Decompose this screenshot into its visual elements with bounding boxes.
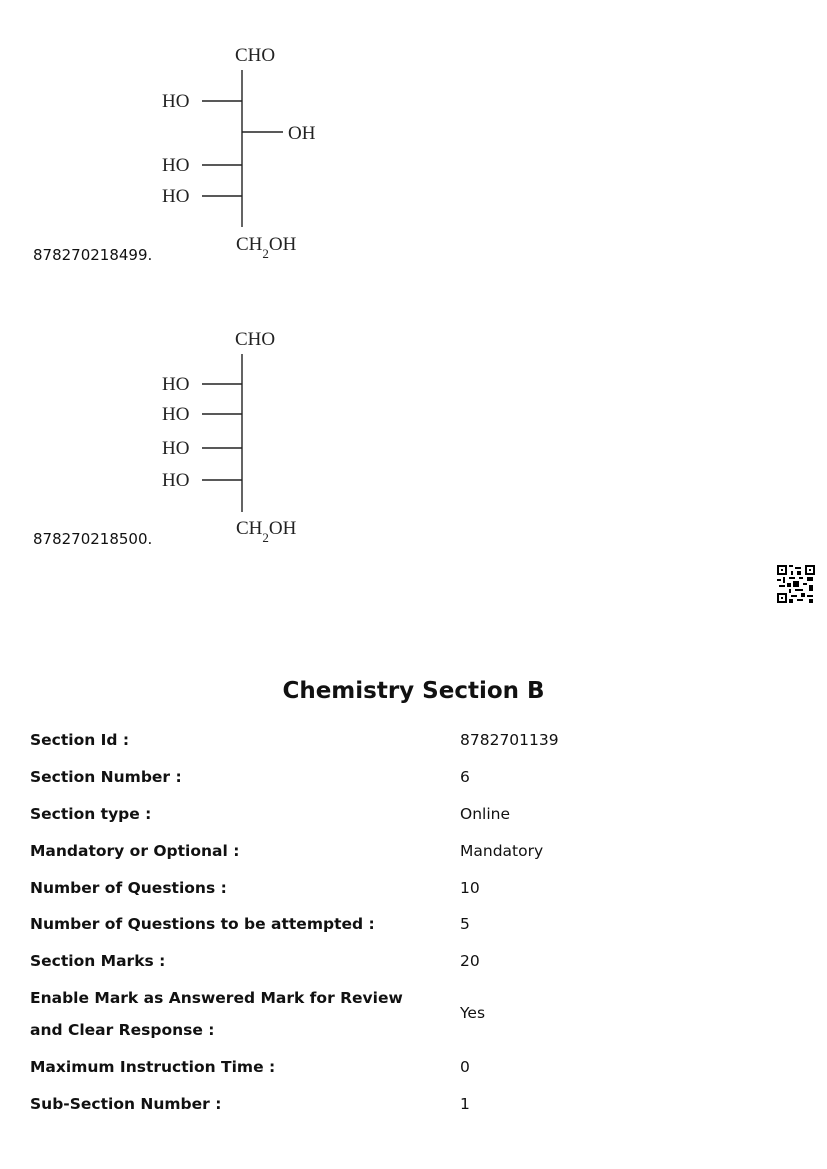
info-value: 1 — [460, 1095, 470, 1113]
info-value: 10 — [460, 879, 480, 897]
info-label: Mandatory or Optional : — [30, 842, 240, 860]
top-group: CHO — [235, 45, 276, 66]
info-label: Section type : — [30, 805, 152, 823]
info-row — [30, 982, 810, 1048]
info-label: Sub-Section Number : — [30, 1095, 222, 1113]
section-title: Chemistry Section B — [282, 678, 545, 704]
info-label: Section Id : — [30, 731, 130, 749]
fischer-structure-option-1 — [150, 40, 350, 265]
substituent-label: OH — [288, 123, 316, 144]
info-label: Section Number : — [30, 768, 182, 786]
substituent-label: HO — [162, 438, 190, 459]
info-label: Enable Mark as Answered Mark for Review and Clear Response : — [30, 989, 403, 1039]
info-value: 0 — [460, 1058, 470, 1076]
info-label: Section Marks : — [30, 952, 166, 970]
info-value: 20 — [460, 952, 480, 970]
info-value: Mandatory — [460, 842, 544, 860]
substituent-label: HO — [162, 91, 190, 112]
info-value: 5 — [460, 915, 470, 933]
info-value: Online — [460, 805, 510, 823]
info-value: 8782701139 — [460, 731, 559, 749]
info-label: Number of Questions : — [30, 879, 227, 897]
option-id: 878270218499. — [33, 246, 153, 264]
substituent-label: HO — [162, 374, 190, 395]
substituent-label: HO — [162, 404, 190, 425]
fischer-structure-option-2 — [150, 324, 350, 549]
info-value: 6 — [460, 768, 470, 786]
substituent-label: HO — [162, 155, 190, 176]
qr-code-icon — [777, 565, 815, 603]
bottom-group: $CH_2OH$ — [236, 234, 297, 261]
info-label: Number of Questions to be attempted : — [30, 915, 375, 933]
top-group: CHO — [235, 329, 276, 350]
bottom-group: $CH_2OH$ — [236, 518, 297, 545]
substituent-label: HO — [162, 470, 190, 491]
option-id: 878270218500. — [33, 530, 153, 548]
info-label: Maximum Instruction Time : — [30, 1058, 276, 1076]
substituent-label: HO — [162, 186, 190, 207]
info-value: Yes — [460, 1004, 486, 1022]
